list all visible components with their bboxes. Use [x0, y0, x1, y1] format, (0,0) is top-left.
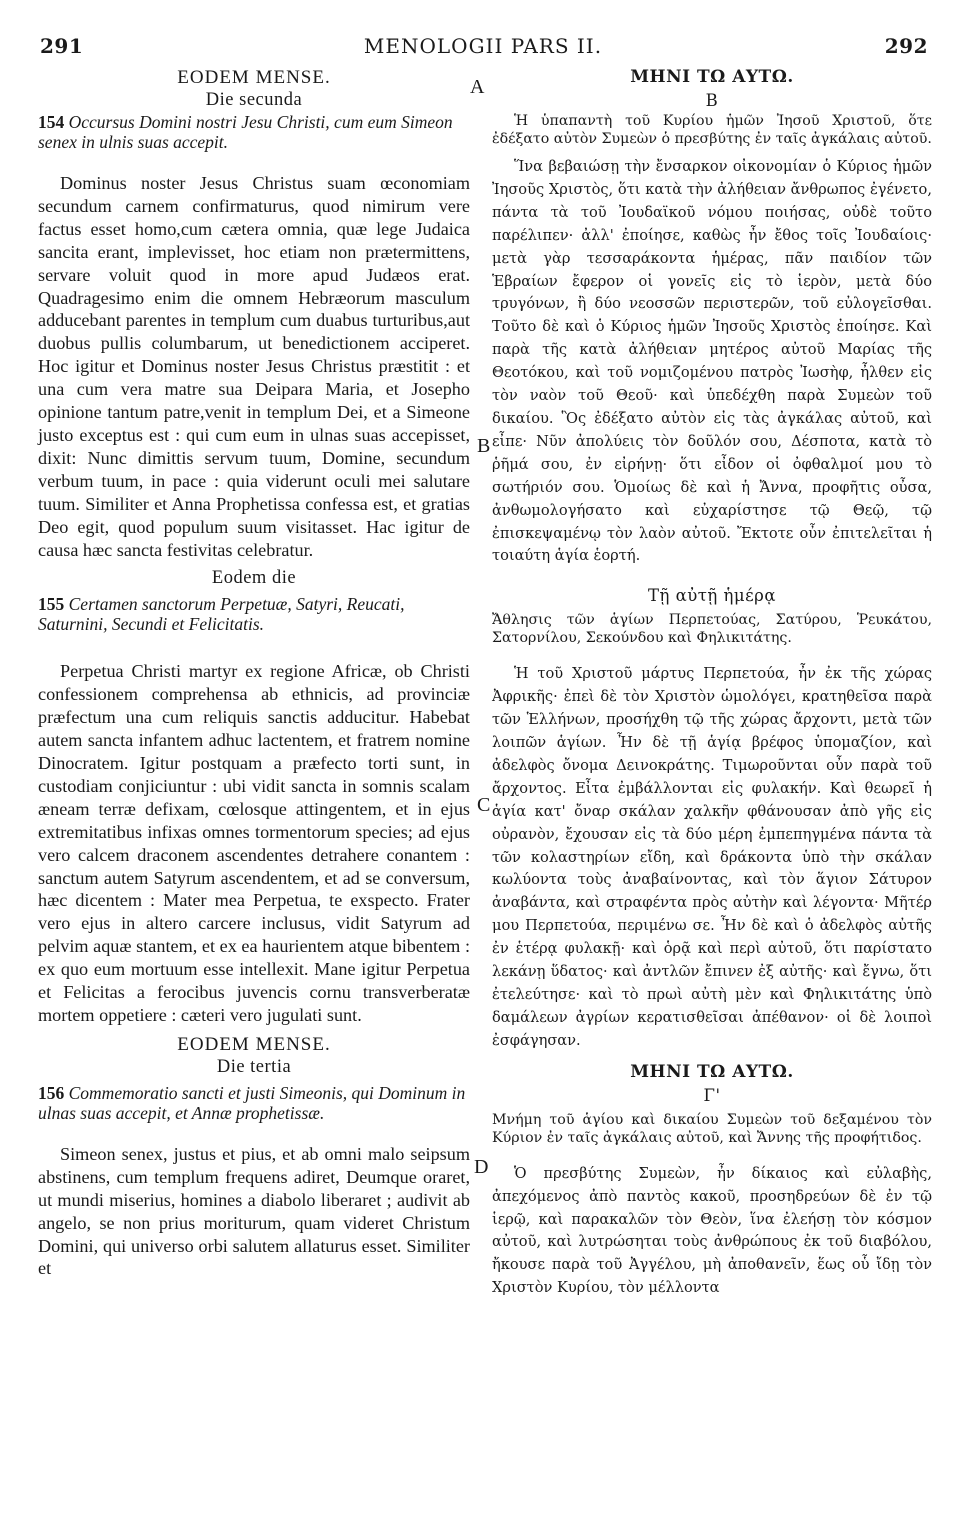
- paragraph-154: Dominus noster Jesus Christus suam œconomiam secundum carnem confirmaturus, quod nimirum vere factus esset homo,cum cætera omnia, quæ lege Judaica sancita erant, implevisset, hoc etiam non prætermittens, servare voluit quod in more apud Judæos erat. Quadragesimo enim die omnem Hebræorum masculum adducebant parentes in templum cum duabus turturibus,aut duobus pullis columbarum, ut benedictionem acciperet. Hoc igitur et Dominus noster Jesus Christus præstitit : et una cum vera matre sua Deipara Maria, et Josepho opinione tantum patre,venit in templum Dei, et a Simeone justo exceptus est : qui cum eum in ulnas suas accepisset, dixit: Nunc dimittis servum tuum, Domine, secundum verbum tuum, in pace : quia viderunt oculi mei salutare tuum. Similiter et Anna Prophetissa confessa est, et gratias Deo egit, quod populum suum visitasset. Hac igitur de causa hæc sancta festivitas celebratur.: [38, 173, 470, 560]
- section-month-heading: EODEM MENSE.: [177, 67, 331, 88]
- section-month-heading: ΜΗΝΙ ΤΩ ΑΥΤΩ.: [630, 67, 794, 87]
- page-number-right: 292: [884, 34, 928, 58]
- entry-number: 154: [38, 112, 65, 132]
- entry-title: Commemoratio sancti et justi Simeonis, qui Dominum in ulnas suas accepit, et Annæ prophetissæ.: [38, 1082, 466, 1123]
- entry-number: 155: [38, 594, 65, 615]
- paragraph-155: Ἡ τοῦ Χριστοῦ μάρτυς Περπετούα, ἦν ἐκ τῆς χώρας Ἀφρικῆς· ἐπεὶ δὲ τὸν Χριστὸν ὡμολόγει, κρατηθεῖσα παρὰ τῶν Ἑλλήνων, προσήχθη τῷ τῆς χώρας ἄρχοντι, μετὰ τῶν λοιπῶν ἁγίων. Ἦν δὲ τῇ ἁγίᾳ βρέφος ὑπομαζίον, καὶ ἀδελφὸς ὄνομα Δεινοκράτης. Τιμωροῦνται οὖν παρὰ τοῦ ἄρχοντος. Εἶτα ἐμβάλλονται εἰς φυλακήν. Καὶ θεωρεῖ ἡ ἁγία κατ' ὄναρ σκάλαν χαλκῆν φθάνουσαν ἀπὸ γῆς εἰς οὐρανὸν, ἔχουσαν εἰς τὰ δύο μέρη ἐμπεπηγμένα πάντα τὰ τῶν κολαστηρίων εἴδη, καὶ δράκοντα ὑπὸ τὴν σκάλαν κωλύοντα τοὺς ἀναβαίνοντας, καὶ τὸν ἅγιον Σάτυρον ἀναβάντα, καὶ στραφέντα πρὸς αὐτὴν καὶ λέγοντα· Μῆτέρ μου Περπετούα, περιμένω σε. Ἦν δὲ καὶ ὁ ἀδελφὸς αὐτῆς ἐν ἑτέρᾳ φυλακῇ· καὶ ὁρᾷ καὶ περὶ αὐτοῦ, ὅτι παρίστατο λεκάνῃ ὕδατος· καὶ ἀντλῶν ἔπινεν ἐξ αὐτῆς· καὶ ἔγνω, ὅτι ἐτελεύτησε· καὶ τὸ πρωὶ αὐτὴ μὲν καὶ Φηλικιτάτης ὑπὸ δαμάλεων ἀγρίων κερατισθεῖσαι ἀπέθανον· οἱ δὲ λοιποὶ ἐσφάγησαν.: [492, 665, 932, 1049]
- running-head: [0, 34, 966, 64]
- entry-heading-156: Μνήμη τοῦ ἁγίου καὶ δικαίου Συμεὼν τοῦ δεξαμένου τὸν Κύριον ἐν ταῖς ἀγκάλαις αὐτοῦ, καὶ Ἄννης τῆς προφήτιδος.: [492, 1111, 932, 1146]
- greek-column: [492, 66, 932, 1300]
- margin-letter-c: C: [477, 794, 491, 816]
- section-day-heading: Τῇ αὐτῇ ἡμέρᾳ: [647, 586, 777, 606]
- section-day-heading: Die tertia: [216, 1056, 292, 1077]
- section-day-heading: Γ': [703, 1085, 721, 1105]
- paragraph-154: Ἵνα βεβαιώσῃ τὴν ἔνσαρκον οἰκονομίαν ὁ Κύριος ἡμῶν Ἰησοῦς Χριστὸς, ὅτι κατὰ τὴν ἀλήθειαν ἄνθρωπος ἐγένετο, πάντα τὰ τοῦ Ἰουδαϊκοῦ νόμου ποιήσας, οὐδὲ τοῦτο παρέλιπεν· ἀλλ' ἐποίησε, καθὼς ἦν ἔθος τοῖς Ἰουδαίοις· μετὰ γὰρ τεσσαράκοντα ἡμέρας, πᾶν παιδίον τῶν Ἑβραίων ἔφερον οἱ γονεῖς εἰς τὸ ἱερὸν, μετὰ δύο τρυγόνων, ἢ δύο νεοσσῶν περιστερῶν, τοῦ εὐλογεῖσθαι. Τοῦτο δὲ καὶ ὁ Κύριος ἡμῶν Ἰησοῦς Χριστὸς ἐποίησε. Καὶ παρὰ τῆς κατὰ ἀλήθειαν μητέρος αὐτοῦ Μαρίας τῆς Θεοτόκου, καὶ τοῦ νομιζομένου πατρὸς Ἰωσὴφ, ἦλθεν εἰς τὸν ναὸν τοῦ Θεοῦ· καὶ ὑπεδέχθη παρὰ Συμεὼν τοῦ δικαίου. Ὃς ἐδέξατο αὐτὸν εἰς τὰς ἀγκάλας αὐτοῦ, καὶ εἶπε· Νῦν ἀπολύεις τὸν δοῦλόν σου, Δέσποτα, κατὰ τὸ ῥῆμά σου, ἐν εἰρήνῃ· ὅτι εἶδον οἱ ὀφθαλμοί μου τὸ σωτήριόν σου. Ὁμοίως δὲ καὶ ἡ Ἄννα, προφῆτις οὖσα, ἀνθωμολογήσατο καὶ εὐχαρίστησε τῷ Θεῷ, τῷ ἐπισκεψαμένῳ τὸν λαὸν αὐτοῦ. Ἔκτοτε οὖν ἐπιτελεῖται ἡ τοιαύτη ἁγία ἑορτή.: [492, 158, 932, 565]
- entry-heading-154: [38, 112, 470, 152]
- section-day-heading: Β: [705, 91, 719, 110]
- section-month-heading: EODEM MENSE.: [177, 1033, 331, 1055]
- paragraph-156: Simeon senex, justus et pius, et ab omni malo seipsum abstinens, cum templum frequens adiret, Deumque oraret, ut mundi miserius, homines a diabolo liberaret ; audivit ab angelo, se non prius moriturum, quam videret Christum Domini, qui universo orbi salutem allaturus esset. Similiter et: [38, 1143, 470, 1279]
- margin-letter-b: B: [477, 435, 491, 457]
- margin-letter-a: A: [470, 76, 485, 98]
- entry-heading-155: Ἄθλησις τῶν ἁγίων Περπετούας, Σατύρου, Ῥευκάτου, Σατορνίλου, Σεκούνδου καὶ Φηλικιτάτης.: [492, 612, 932, 647]
- section-day-heading: Eodem die: [211, 568, 297, 589]
- entry-heading-154: Ἡ ὑπαπαντὴ τοῦ Κυρίου ἡμῶν Ἰησοῦ Χριστοῦ, ὅτε ἐδέξατο αὐτὸν Συμεὼν ὁ πρεσβύτης ἐν ταῖς ἀγκάλαις αὐτοῦ.: [492, 113, 932, 147]
- running-title: MENOLOGII PARS II.: [363, 34, 603, 58]
- paragraph-156: Ὁ πρεσβύτης Συμεὼν, ἦν δίκαιος καὶ εὐλαβὴς, ἀπεχόμενος ἀπὸ παντὸς κακοῦ, προσηδρεύων δὲ ἐν τῷ ἱερῷ, καὶ παρακαλῶν τὸν Θεὸν, ἵνα ἐλεήσῃ τὸν κόσμον αὐτοῦ, καὶ λυτρώσηται τοὺς ἀνθρώπους ἐκ τοῦ διαβόλου, ἤκουσε παρὰ τοῦ Ἀγγέλου, μὴ ἀποθανεῖν, ἕως οὗ ἴδῃ τὸν Χριστὸν Κυρίου, τὸν μέλλοντα: [492, 1164, 932, 1297]
- margin-letter-d: D: [474, 1156, 489, 1178]
- latin-column: [38, 66, 470, 1280]
- entry-title: Occursus Domini nostri Jesu Christi, cum eum Simeon senex in ulnis suas accepit.: [38, 112, 453, 152]
- paragraph-155: Perpetua Christi martyr ex regione Africæ, ob Christi confessionem comprehensa ab ethnicis, ad provinciæ præfectum una cum reliquis sanctis adducitur. Habebat autem sancta infantem adhuc lactentem, et fratrem nomine Dinocratem. Igitur postquam a præfecto torti sunt, in custodiam conjiciuntur : ubi vidit sancta in somnis scalam æneam terræ defixam, cœlosque attingentem, et in ejus extremitatibus infixas omnes tormentorum species; ad ejus vero calcem draconem ascendentes detrahere conantem : sanctum autem Satyrum ascendentem, et ad se conversum, hæc dicentem : Mater mea Perpetua, te exspecto. Frater vero ejus in altero carcere inclusus, vidit Satyrum ad pelvim aquæ stantem, et ex ea haurientem atque bibentem : ex quo eum mortuum esse intellexit. Mane igitur Perpetua et Felicitas a ferocibus juvencis cornu transverberatæ mortem oppetiere : cæteri vero jugulati sunt.: [38, 661, 470, 1025]
- entry-title: Certamen sanctorum Perpetuæ, Satyri, Reucati, Saturnini, Secundi et Felicitatis.: [38, 594, 405, 635]
- section-day-heading: Die secunda: [205, 90, 303, 110]
- entry-heading-155: [38, 594, 470, 634]
- entry-heading-156: [38, 1083, 470, 1123]
- entry-number: 156: [38, 1082, 65, 1103]
- page-number-left: 291: [40, 34, 84, 58]
- section-month-heading: ΜΗΝΙ ΤΩ ΑΥΤΩ.: [630, 1061, 794, 1082]
